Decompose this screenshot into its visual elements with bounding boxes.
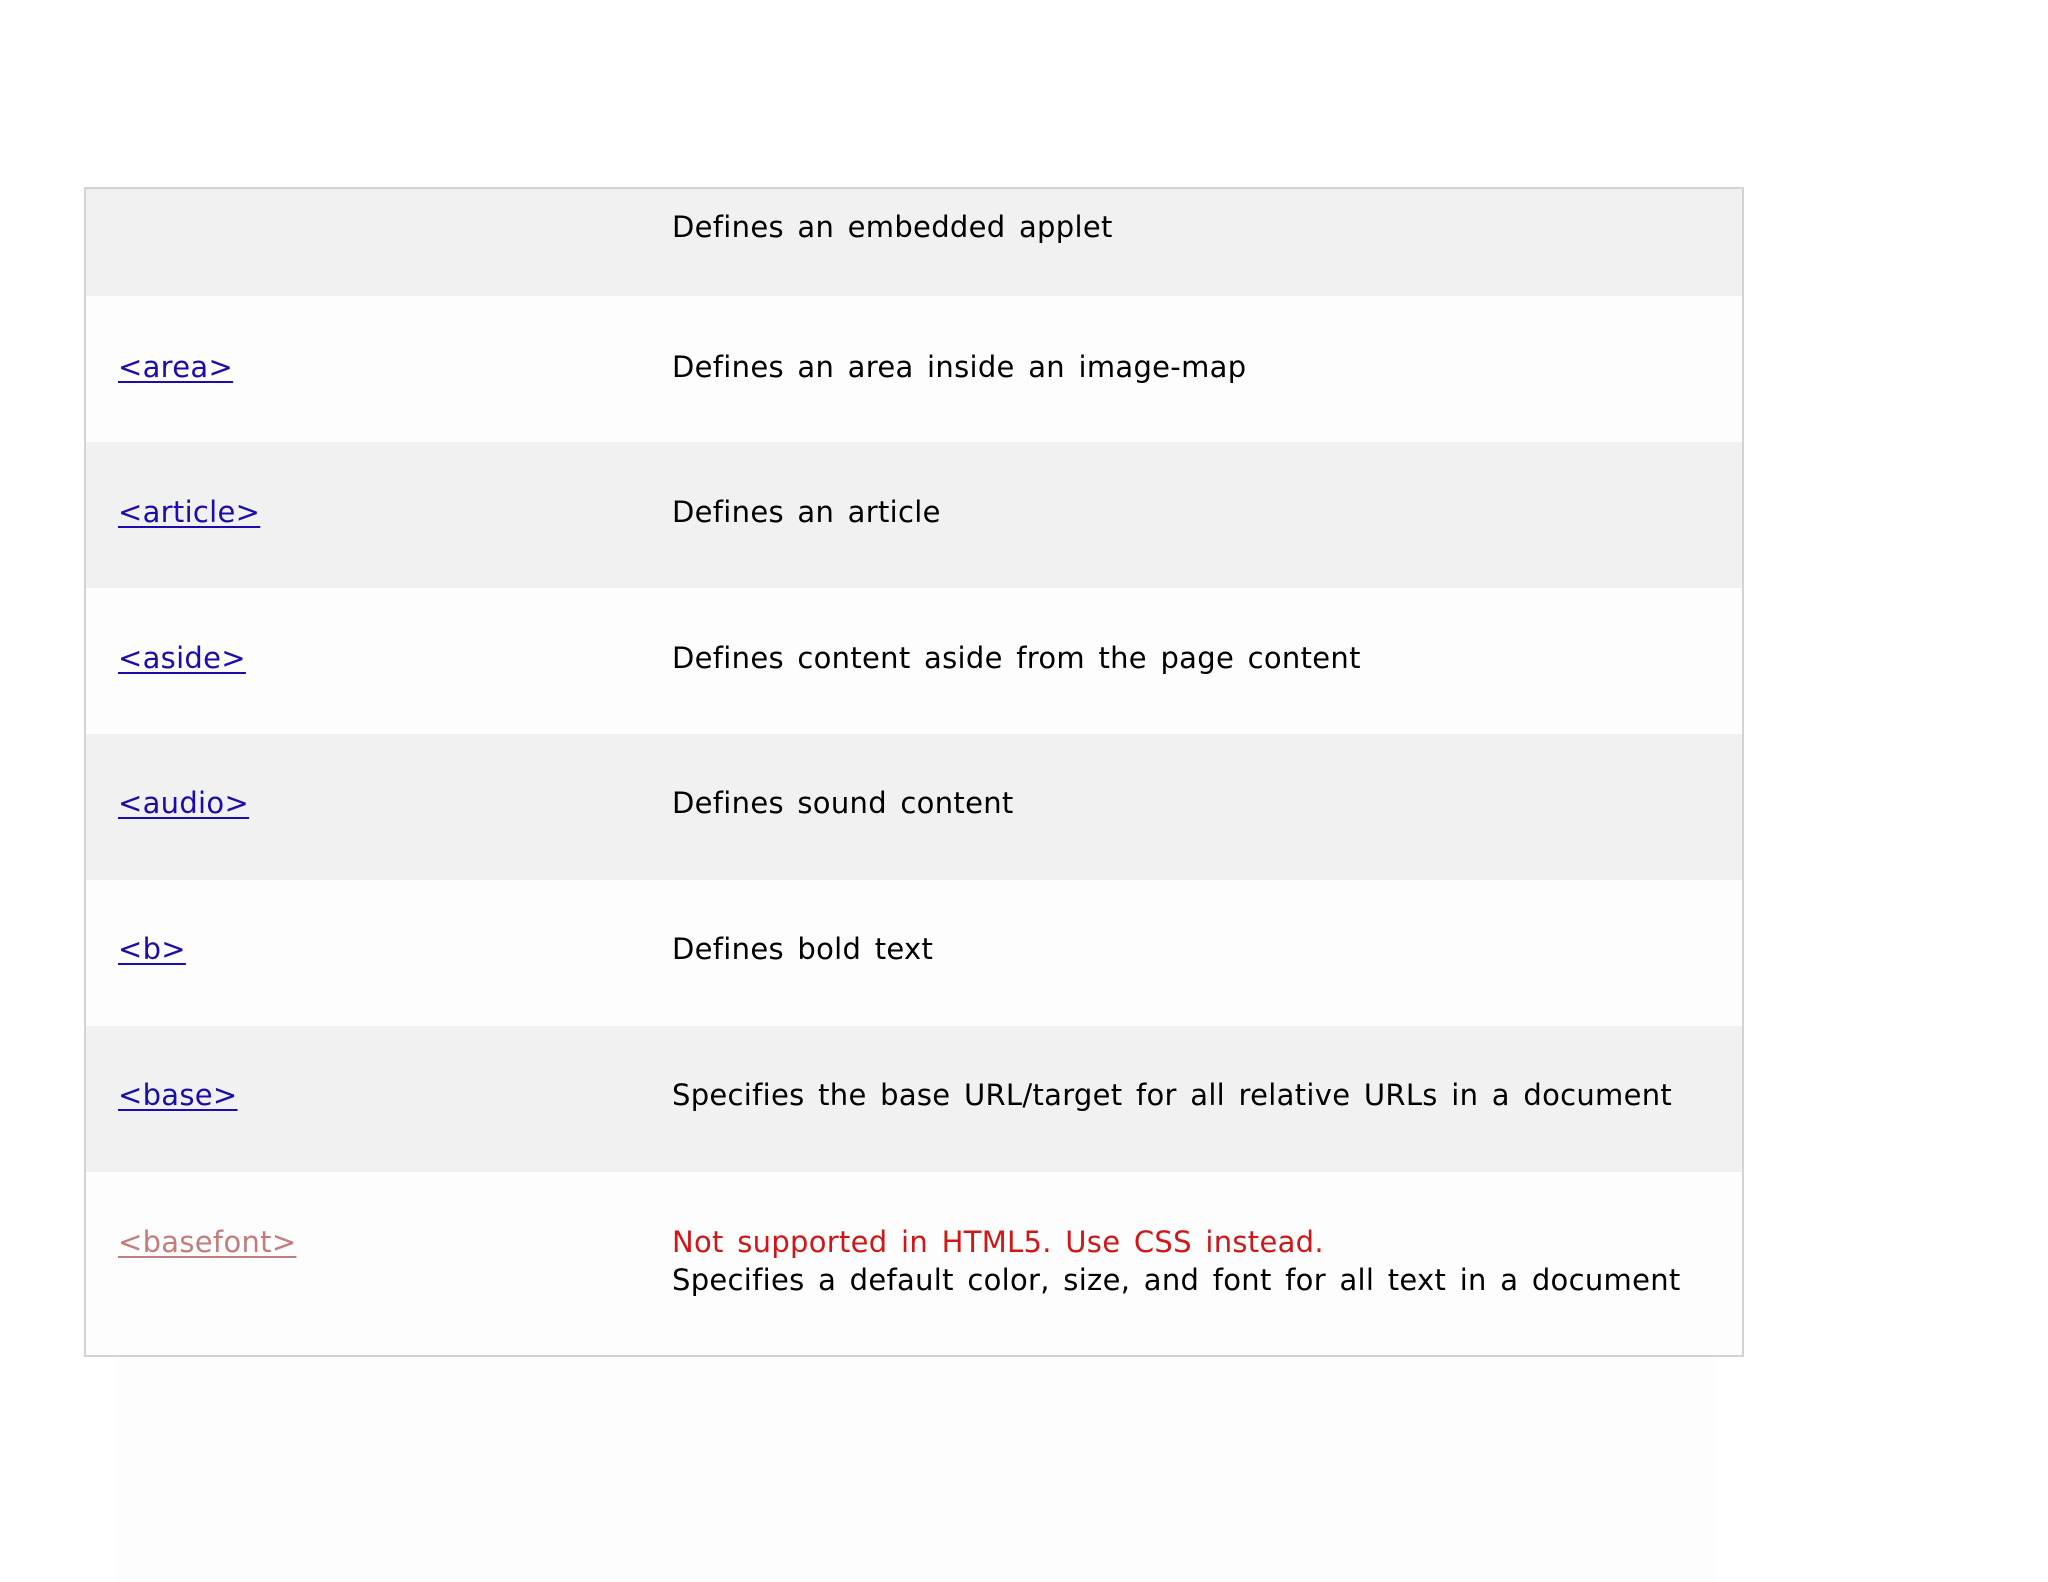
tag-cell	[86, 880, 672, 1026]
tag-cell	[86, 588, 672, 734]
table-row-aside	[86, 588, 1742, 734]
description-text: Specifies the base URL/target for all relative URLs in a document	[672, 1078, 1673, 1112]
table-row-base	[86, 1026, 1742, 1172]
tag-cell	[86, 189, 672, 296]
tag-cell	[86, 442, 672, 588]
tag-link-base[interactable]: <base>	[118, 1078, 238, 1112]
description-cell	[672, 1172, 1742, 1355]
table-row-b	[86, 880, 1742, 1026]
description-cell	[672, 734, 1742, 880]
table-row-area	[86, 296, 1742, 442]
description-text: Defines an area inside an image-map	[672, 350, 1247, 384]
description-cell	[672, 442, 1742, 588]
description-text: Defines content aside from the page content	[672, 641, 1361, 675]
tag-link-basefont[interactable]: <basefont>	[118, 1225, 297, 1259]
description-text: Defines bold text	[672, 932, 934, 966]
description-text: Defines an article	[672, 495, 941, 529]
table-row-applet	[86, 189, 1742, 296]
description-cell	[672, 296, 1742, 442]
description-cell	[672, 189, 1742, 296]
description-text: Defines an embedded applet	[672, 210, 1113, 244]
tag-link-b[interactable]: <b>	[118, 932, 186, 966]
description-text: Specifies a default color, size, and font for all text in a document	[672, 1263, 1681, 1297]
deprecation-note: Not supported in HTML5. Use CSS instead.	[672, 1225, 1324, 1259]
description-text: Defines sound content	[672, 786, 1014, 820]
tag-link-aside[interactable]: <aside>	[118, 641, 246, 675]
tag-cell	[86, 296, 672, 442]
tag-link-area[interactable]: <area>	[118, 350, 234, 384]
page-background-band	[116, 1340, 1716, 1582]
tag-cell	[86, 1172, 672, 1355]
description-cell	[672, 880, 1742, 1026]
tag-link-article[interactable]: <article>	[118, 495, 261, 529]
tag-cell	[86, 1026, 672, 1172]
tag-cell	[86, 734, 672, 880]
tag-link-audio[interactable]: <audio>	[118, 786, 250, 820]
table-row-basefont	[86, 1172, 1742, 1355]
table-row-article	[86, 442, 1742, 588]
description-cell	[672, 588, 1742, 734]
description-cell	[672, 1026, 1742, 1172]
table-row-audio	[86, 734, 1742, 880]
html-tag-reference-table	[84, 187, 1744, 1357]
